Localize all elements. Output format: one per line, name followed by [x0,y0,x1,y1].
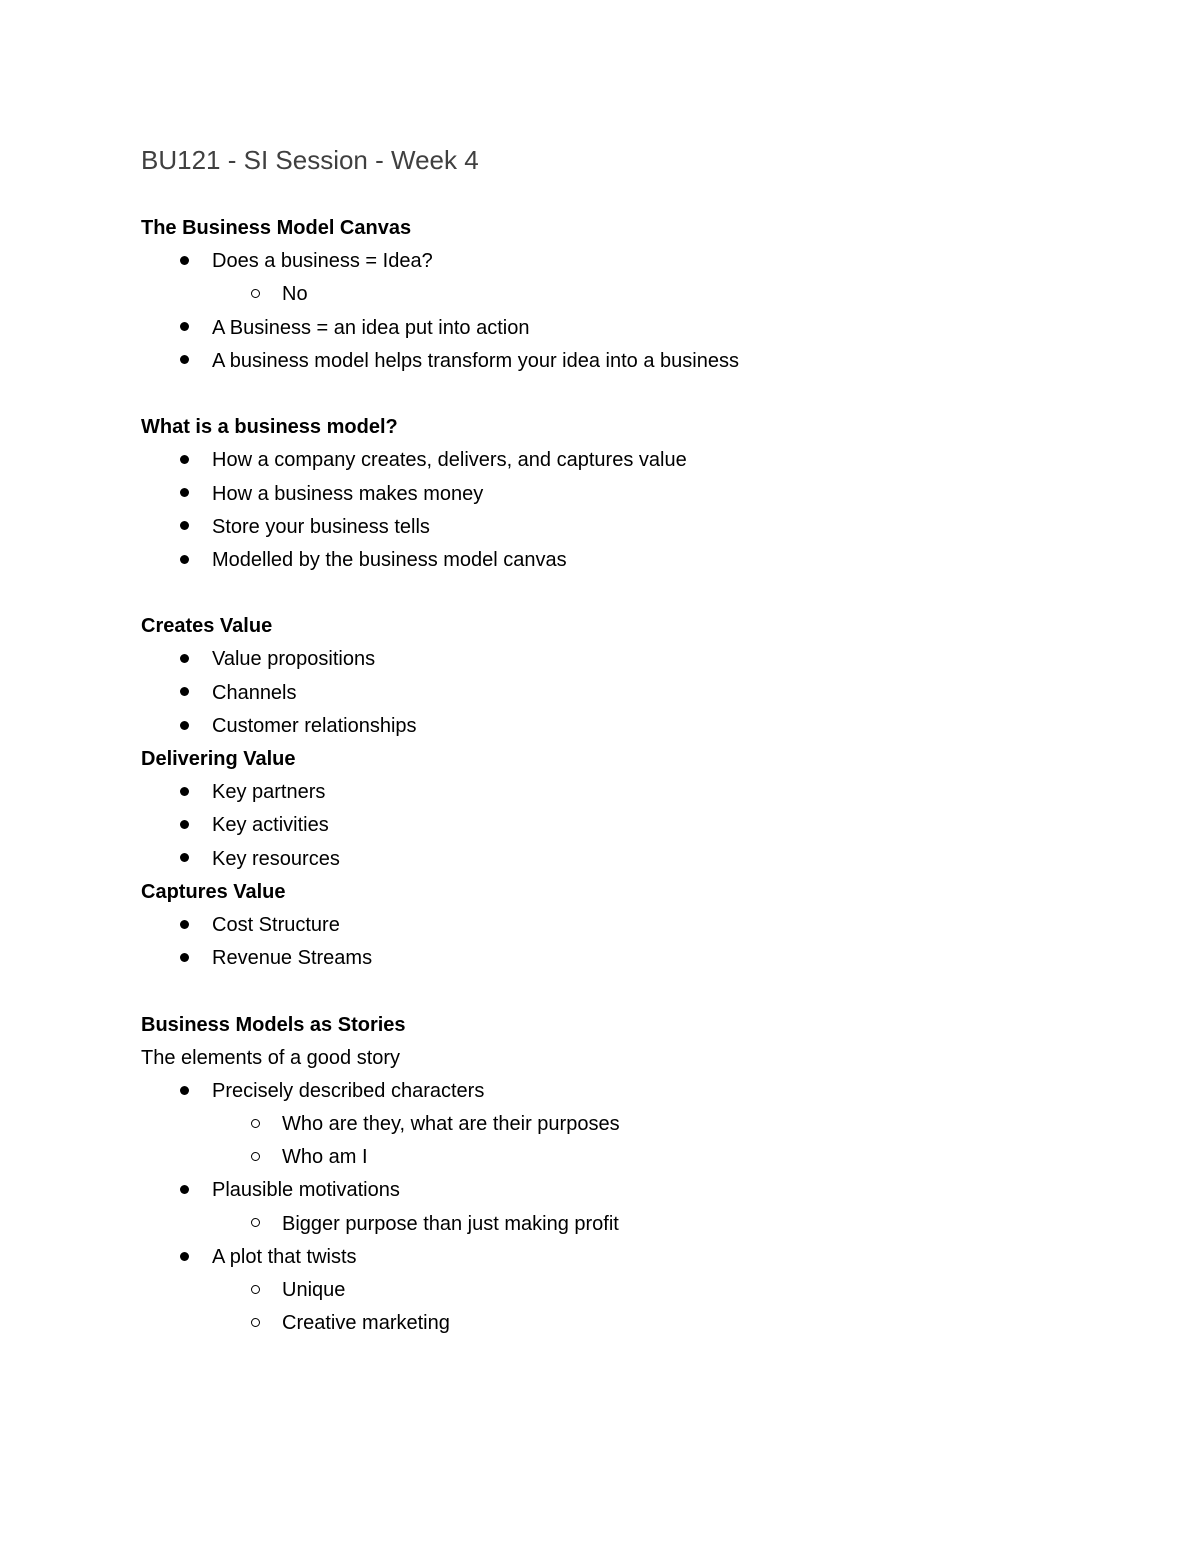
section-subtitle: The elements of a good story [141,1046,401,1069]
spacer [141,577,1141,610]
spacer [141,378,1141,411]
section-heading: Business Models as Stories [141,1013,406,1036]
list-item [141,511,1141,544]
list-item-text: A plot that twists [212,1245,357,1268]
bullet-circle-icon [245,1208,265,1241]
bullet-dot-icon [174,312,194,345]
list-item [141,278,1141,311]
bullet-dot-icon [174,677,194,710]
bullet-dot-icon [174,1241,194,1274]
section-heading: Creates Value [141,615,273,638]
list-item-text: Key partners [212,781,326,804]
list-item-text: Bigger purpose than just making profit [282,1212,619,1235]
list-item-text: No [282,283,308,306]
list-item [141,1208,1141,1241]
list-item [141,1141,1141,1174]
bullet-dot-icon [174,1075,194,1108]
list-item-text: Does a business = Idea? [212,250,433,273]
section-heading: Captures Value [141,880,286,903]
list-item [141,245,1141,278]
list-item [141,312,1141,345]
list-item [141,544,1141,577]
bullet-circle-icon [245,1108,265,1141]
list-item-text: Key activities [212,814,329,837]
spacer [141,975,1141,1008]
list-item-text: Unique [282,1279,346,1301]
bullet-dot-icon [174,511,194,544]
document-title: BU121 - SI Session - Week 4 [141,145,479,175]
bullet-dot-icon [174,245,194,278]
list-item-text: Customer relationships [212,714,417,737]
bullet-dot-icon [174,1174,194,1207]
list-item [141,677,1141,710]
list-item [141,478,1141,511]
list-item-text: Precisely described characters [212,1079,485,1102]
list-item [141,776,1141,809]
list-item-text: Modelled by the business model canvas [212,548,567,571]
bullet-dot-icon [174,345,194,378]
bullet-dot-icon [174,643,194,676]
list-item-text: How a business makes money [212,482,484,505]
bullet-circle-icon [245,1141,265,1174]
bullet-dot-icon [174,776,194,809]
list-item-text: Channels [212,681,297,704]
bullet-dot-icon [174,544,194,577]
list-item-text: Who am I [282,1146,368,1169]
bullet-dot-icon [174,444,194,477]
list-item [141,1307,1141,1340]
bullet-circle-icon [245,278,265,311]
list-item [141,942,1141,975]
list-item [141,1075,1141,1108]
section-heading: The Business Model Canvas [141,217,412,239]
list-item [141,1108,1141,1141]
list-item-text: A Business = an idea put into action [212,316,530,339]
list-item-text: Plausible motivations [212,1179,400,1202]
section-heading: Delivering Value [141,748,296,770]
list-item [141,345,1141,378]
bullet-circle-icon [245,1307,265,1340]
list-item [141,843,1141,876]
list-item-text: Cost Structure [212,913,340,936]
bullet-dot-icon [174,909,194,942]
list-item [141,1174,1141,1207]
bullet-dot-icon [174,478,194,511]
bullet-dot-icon [174,942,194,975]
list-item [141,710,1141,743]
document-body [141,212,1141,1340]
list-item [141,809,1141,842]
list-item-text: How a company creates, delivers, and captures value [212,449,687,472]
bullet-dot-icon [174,809,194,842]
list-item-text: Key resources [212,847,340,870]
section-heading: What is a business model? [141,416,398,439]
list-item-text: Revenue Streams [212,947,373,970]
list-item [141,1241,1141,1274]
list-item-text: A business model helps transform your idea into a business [212,349,739,372]
list-item-text: Store your business tells [212,515,430,538]
list-item-text: Creative marketing [282,1312,450,1335]
list-item [141,909,1141,942]
list-item-text: Value propositions [212,648,376,671]
list-item [141,643,1141,676]
list-item [141,1274,1141,1307]
list-item-text: Who are they, what are their purposes [282,1113,620,1136]
bullet-dot-icon [174,843,194,876]
bullet-circle-icon [245,1274,265,1307]
list-item [141,444,1141,477]
bullet-dot-icon [174,710,194,743]
